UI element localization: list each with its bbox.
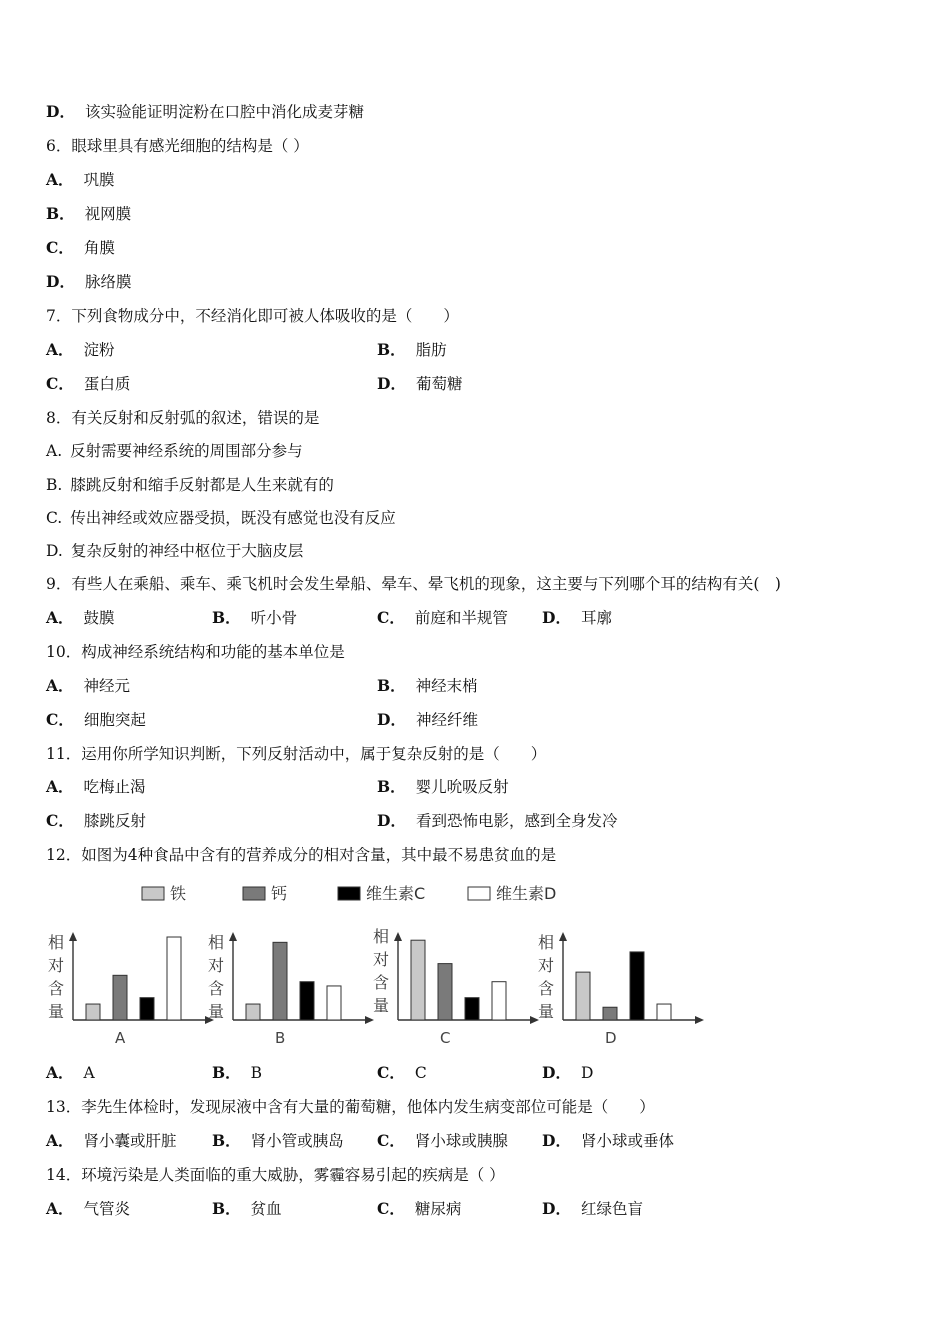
- option-label: C．: [377, 1131, 405, 1150]
- option-label: B．: [377, 340, 406, 359]
- q12-option-d[interactable]: [542, 1063, 593, 1083]
- option-label: C．: [46, 811, 74, 830]
- q11-option-d[interactable]: [377, 811, 617, 831]
- option-label: C.: [46, 509, 63, 527]
- q12-option-a[interactable]: [46, 1063, 95, 1083]
- option-text: 脉络膜: [84, 273, 132, 291]
- option-text: 肾小球或垂体: [580, 1132, 674, 1150]
- option-text: 视网膜: [84, 205, 132, 223]
- q6-option-a[interactable]: [46, 170, 115, 190]
- option-text: 复杂反射的神经中枢位于大脑皮层: [70, 542, 304, 560]
- q13-stem: 13．李先生体检时，发现尿液中含有大量的葡萄糖，他体内发生病变部位可能是（ ）: [46, 1098, 655, 1116]
- y-axis-arrow: [229, 932, 237, 941]
- q10-option-b[interactable]: [377, 676, 478, 696]
- q14-stem: 14．环境污染是人类面临的重大威胁，雾霾容易引起的疾病是（ ）: [46, 1166, 505, 1184]
- panel-label-D: D: [605, 1029, 617, 1047]
- option-text: 细胞突起: [83, 711, 146, 729]
- q13-option-c[interactable]: [377, 1131, 508, 1151]
- q9-stem: 9．有些人在乘船、乘车、乘飞机时会发生晕船、晕车、晕飞机的现象，这主要与下列哪个耳的结构有关( ): [46, 575, 781, 593]
- chart-panel-A: [48, 932, 214, 1047]
- option-label: C．: [377, 1199, 405, 1218]
- q14-option-c[interactable]: [377, 1199, 461, 1219]
- q12-option-b[interactable]: [212, 1063, 262, 1083]
- bar-B-0: [246, 1004, 260, 1020]
- option-label: B．: [46, 204, 75, 223]
- option-text: 蛋白质: [83, 375, 131, 393]
- option-text: 神经纤维: [415, 711, 478, 729]
- q10-option-c[interactable]: [46, 710, 146, 730]
- option-label: C．: [377, 608, 405, 627]
- panel-label-B: B: [275, 1029, 286, 1047]
- q10-option-a[interactable]: [46, 676, 130, 696]
- bar-B-1: [273, 942, 287, 1020]
- q11-option-c[interactable]: [46, 811, 146, 831]
- q6-stem: 6．眼球里具有感光细胞的结构是（ ）: [46, 137, 309, 155]
- option-label: A．: [46, 777, 74, 796]
- option-label: A．: [46, 340, 74, 359]
- legend-swatch-0: [142, 887, 164, 900]
- q7-option-d[interactable]: [377, 374, 462, 394]
- option-text: 反射需要神经系统的周围部分参与: [70, 442, 303, 460]
- option-text: 膝跳反射: [83, 812, 146, 830]
- bar-C-2: [465, 998, 479, 1020]
- option-label: C．: [377, 1063, 405, 1082]
- option-label: D．: [46, 272, 75, 291]
- q6-option-c[interactable]: [46, 238, 115, 258]
- bar-D-3: [657, 1004, 671, 1020]
- option-text: 神经末梢: [415, 677, 478, 695]
- q7-stem: 7．下列食物成分中，不经消化即可被人体吸收的是（ ）: [46, 307, 459, 325]
- q14-option-d[interactable]: [542, 1199, 643, 1219]
- chart-panel-C: [373, 927, 539, 1047]
- option-text: 耳廓: [580, 609, 612, 627]
- q13-option-b[interactable]: [212, 1131, 344, 1151]
- option-label: D．: [377, 374, 406, 393]
- q7-option-a[interactable]: [46, 340, 115, 360]
- q8-stem: 8．有关反射和反射弧的叙述，错误的是: [46, 409, 320, 427]
- y-axis-arrow: [559, 932, 567, 941]
- q12-stem: 12．如图为4种食品中含有的营养成分的相对含量，其中最不易患贫血的是: [46, 846, 557, 864]
- q7-option-b[interactable]: [377, 340, 447, 360]
- option-label: A．: [46, 170, 74, 189]
- legend-label-3: 维生素D: [496, 884, 557, 903]
- q9-option-a[interactable]: [46, 608, 115, 628]
- q6-option-d[interactable]: [46, 272, 131, 292]
- q11-option-a[interactable]: [46, 777, 146, 797]
- q9-option-c[interactable]: [377, 608, 508, 628]
- q10-stem: 10．构成神经系统结构和功能的基本单位是: [46, 643, 345, 661]
- option-label: C．: [46, 710, 74, 729]
- y-axis-label-char: 相: [373, 927, 390, 946]
- option-text: 传出神经或效应器受损，既没有感觉也没有反应: [70, 509, 396, 527]
- q8-option-a[interactable]: [46, 441, 303, 461]
- option-text: 糖尿病: [414, 1200, 462, 1218]
- legend-swatch-1: [243, 887, 265, 900]
- option-text: 气管炎: [83, 1200, 131, 1218]
- q14-option-a[interactable]: [46, 1199, 130, 1219]
- option-text: 角膜: [83, 239, 115, 257]
- y-axis-label-char: 含: [208, 979, 225, 998]
- q8-option-c[interactable]: [46, 508, 396, 528]
- option-text: 鼓膜: [83, 609, 115, 627]
- bar-B-2: [300, 982, 314, 1020]
- option-label: B．: [212, 1063, 241, 1082]
- option-text: 肾小管或胰岛: [250, 1132, 344, 1150]
- option-text: 神经元: [83, 677, 131, 695]
- option-text: 葡萄糖: [415, 375, 463, 393]
- option-label: B．: [212, 1131, 241, 1150]
- bar-C-0: [411, 940, 425, 1020]
- bar-A-0: [86, 1004, 100, 1020]
- option-text: 肾小囊或肝脏: [83, 1132, 177, 1150]
- y-axis-label-char: 对: [373, 950, 390, 969]
- x-axis-arrow: [695, 1016, 704, 1024]
- q8-option-b[interactable]: [46, 475, 334, 495]
- option-label: B．: [377, 777, 406, 796]
- legend-label-1: 钙: [271, 884, 288, 903]
- option-label: A．: [46, 676, 74, 695]
- y-axis-label-char: 相: [48, 933, 65, 952]
- option-label: A．: [46, 608, 74, 627]
- bar-C-1: [438, 964, 452, 1020]
- option-label: B．: [212, 608, 241, 627]
- chart-panel-D: [538, 932, 704, 1047]
- option-text: 该实验能证明淀粉在口腔中消化成麦芽糖: [84, 103, 364, 121]
- option-text: 膝跳反射和缩手反射都是人生来就有的: [70, 476, 334, 494]
- option-text: 脂肪: [415, 341, 447, 359]
- option-text: 吃梅止渴: [83, 778, 146, 796]
- q7-option-c[interactable]: [46, 374, 130, 394]
- option-text: A: [83, 1064, 95, 1082]
- chart-panels: [48, 927, 704, 1047]
- option-label: B．: [212, 1199, 241, 1218]
- q13-option-d[interactable]: [542, 1131, 674, 1151]
- option-label: A.: [46, 442, 63, 460]
- option-text: 婴儿吮吸反射: [415, 778, 509, 796]
- option-label: D．: [542, 608, 571, 627]
- panel-label-C: C: [440, 1029, 451, 1047]
- bar-C-3: [492, 982, 506, 1020]
- option-label: A．: [46, 1063, 74, 1082]
- option-text: 红绿色盲: [580, 1200, 643, 1218]
- option-label: C．: [46, 238, 74, 257]
- option-label: A．: [46, 1199, 74, 1218]
- option-label: C．: [46, 374, 74, 393]
- y-axis-label-char: 对: [208, 956, 225, 975]
- y-axis-label-char: 对: [48, 956, 65, 975]
- y-axis-label-char: 相: [538, 933, 555, 952]
- y-axis-label-char: 对: [538, 956, 555, 975]
- option-text: C: [414, 1064, 427, 1082]
- chart-legend: [142, 884, 556, 903]
- y-axis-label-char: 含: [538, 979, 555, 998]
- y-axis-label-char: 量: [538, 1002, 555, 1021]
- option-label: B.: [46, 476, 63, 494]
- legend-swatch-2: [338, 887, 360, 900]
- bar-A-1: [113, 975, 127, 1020]
- option-label: D．: [542, 1063, 571, 1082]
- option-label: D．: [377, 710, 406, 729]
- q8-option-d[interactable]: [46, 541, 303, 561]
- q14-option-b[interactable]: [212, 1199, 282, 1219]
- option-text: 听小骨: [250, 609, 298, 627]
- legend-label-0: 铁: [170, 884, 187, 903]
- option-label: D.: [46, 542, 63, 560]
- option-text: 淀粉: [83, 341, 115, 359]
- y-axis-arrow: [394, 932, 402, 941]
- q12-option-c[interactable]: [377, 1063, 427, 1083]
- option-text: B: [250, 1064, 262, 1082]
- option-text: D: [580, 1064, 594, 1082]
- q9-option-d[interactable]: [542, 608, 612, 628]
- option-text: 肾小球或胰腺: [414, 1132, 508, 1150]
- option-label: D．: [46, 102, 75, 121]
- option-text: 贫血: [250, 1200, 282, 1218]
- q5-option-d[interactable]: [46, 102, 364, 122]
- q9-option-b[interactable]: [212, 608, 297, 628]
- option-label: B．: [377, 676, 406, 695]
- bar-D-2: [630, 952, 644, 1020]
- q11-stem: 11．运用你所学知识判断，下列反射活动中，属于复杂反射的是（ ）: [46, 745, 547, 763]
- q11-option-b[interactable]: [377, 777, 509, 797]
- y-axis-label-char: 相: [208, 933, 225, 952]
- option-label: D．: [542, 1131, 571, 1150]
- y-axis-arrow: [69, 932, 77, 941]
- panel-label-A: A: [115, 1029, 126, 1047]
- y-axis-label-char: 含: [48, 979, 65, 998]
- chart-panel-B: [208, 932, 374, 1047]
- q6-option-b[interactable]: [46, 204, 131, 224]
- legend-label-2: 维生素C: [366, 884, 426, 903]
- option-text: 看到恐怖电影，感到全身发冷: [415, 812, 618, 830]
- y-axis-label-char: 量: [373, 996, 390, 1015]
- legend-swatch-3: [468, 887, 490, 900]
- y-axis-label-char: 量: [208, 1002, 225, 1021]
- bar-A-3: [167, 937, 181, 1020]
- nutrition-chart: [40, 878, 720, 1053]
- bar-B-3: [327, 986, 341, 1020]
- q10-option-d[interactable]: [377, 710, 478, 730]
- option-label: D．: [542, 1199, 571, 1218]
- q13-option-a[interactable]: [46, 1131, 177, 1151]
- y-axis-label-char: 量: [48, 1002, 65, 1021]
- bar-A-2: [140, 998, 154, 1020]
- y-axis-label-char: 含: [373, 973, 390, 992]
- option-label: A．: [46, 1131, 74, 1150]
- x-axis-arrow: [365, 1016, 374, 1024]
- bar-D-0: [576, 972, 590, 1020]
- bar-D-1: [603, 1007, 617, 1020]
- option-label: D．: [377, 811, 406, 830]
- option-text: 前庭和半规管: [414, 609, 508, 627]
- option-text: 巩膜: [83, 171, 115, 189]
